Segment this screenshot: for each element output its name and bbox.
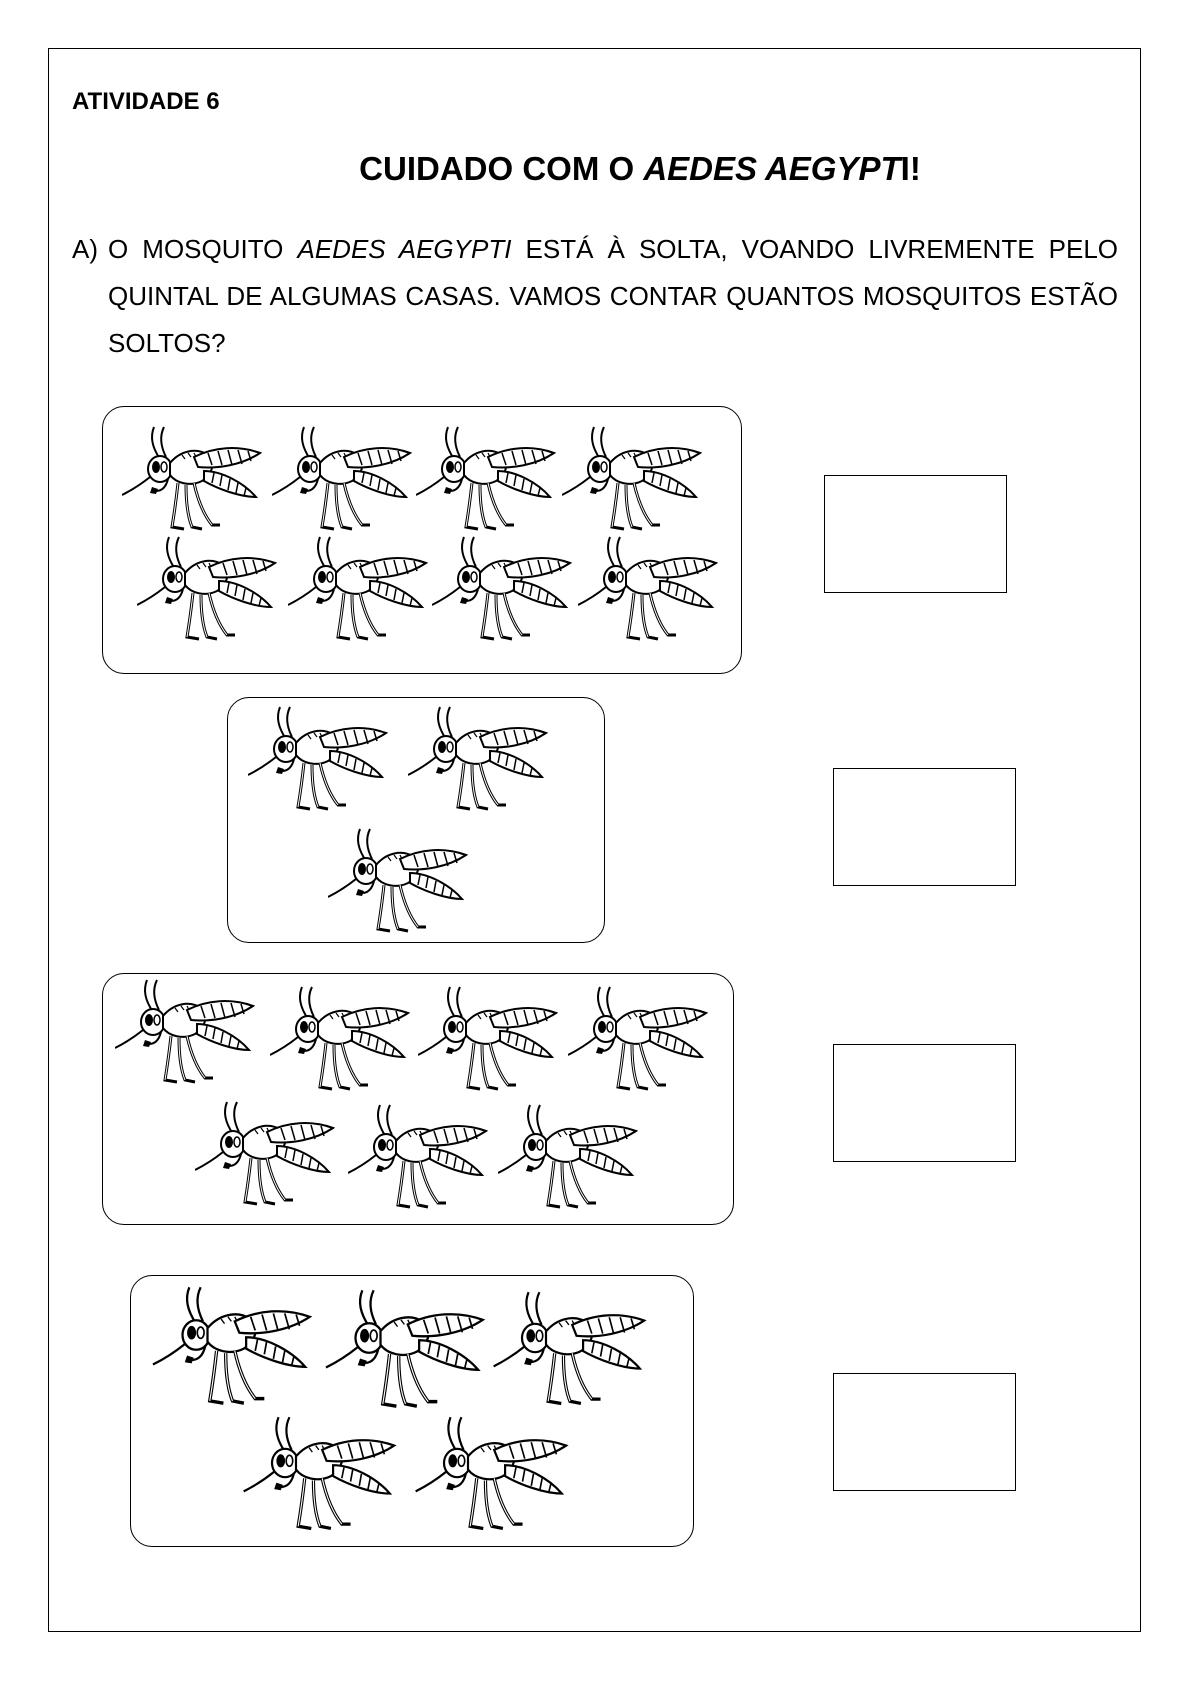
mosquito-icon	[416, 425, 556, 535]
mosquito-icon	[240, 1415, 400, 1535]
mosquito-icon	[408, 705, 548, 815]
mosquito-icon	[323, 1288, 488, 1413]
answer-box-4[interactable]	[833, 1373, 1016, 1491]
mosquito-icon	[498, 1103, 638, 1213]
mosquito-icon	[418, 985, 558, 1095]
mosquito-icon	[562, 425, 702, 535]
question-marker: A)	[72, 234, 98, 264]
mosquito-icon	[412, 1415, 572, 1535]
title-suffix: I!	[900, 150, 921, 187]
answer-box-3[interactable]	[833, 1044, 1016, 1162]
mosquito-icon	[195, 1100, 335, 1210]
answer-box-1[interactable]	[824, 475, 1007, 593]
mosquito-icon	[348, 1103, 488, 1213]
mosquito-icon	[272, 425, 412, 535]
mosquito-icon	[115, 978, 255, 1088]
mosquito-icon	[288, 535, 428, 645]
activity-label: ATIVIDADE 6	[72, 88, 220, 115]
question-text	[72, 226, 1118, 367]
answer-box-2[interactable]	[833, 768, 1016, 886]
mosquito-icon	[328, 827, 468, 937]
question-italic: AEDES AEGYPTI	[297, 234, 512, 264]
question-part1: O MOSQUITO	[108, 234, 298, 264]
mosquito-icon	[578, 535, 718, 645]
mosquito-icon	[270, 985, 410, 1095]
question-part2: ESTÁ À SOLTA, VOANDO LIVREMENTE PELO QUINTAL DE ALGUMAS CASAS. VAMOS CONTAR QUANTOS MOSQUITOS ESTÃO SOLTOS?	[108, 234, 1118, 358]
mosquito-icon	[150, 1285, 315, 1410]
mosquito-icon	[122, 425, 262, 535]
page-title	[0, 150, 1190, 188]
title-italic: AEDES AEGYPT	[643, 150, 901, 187]
mosquito-icon	[248, 705, 388, 815]
mosquito-icon	[568, 985, 708, 1095]
mosquito-icon	[137, 535, 277, 645]
mosquito-icon	[490, 1290, 650, 1410]
mosquito-icon	[432, 535, 572, 645]
title-prefix: CUIDADO COM O	[359, 150, 644, 187]
question-a	[72, 226, 1118, 367]
